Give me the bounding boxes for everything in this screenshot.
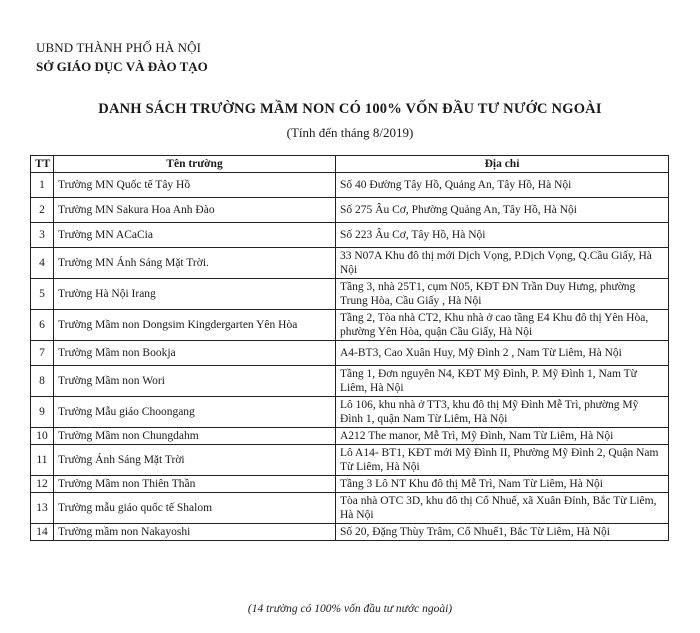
table-row [31,173,669,198]
table-row [31,366,669,397]
row-number: 12 [31,476,54,493]
school-name: Trường mầm non Nakayoshi [54,524,336,541]
school-address: A4-BT3, Cao Xuân Huy, Mỹ Đình 2 , Nam Từ Liêm, Hà Nội [336,341,669,366]
school-name: Trường Mầm non Wori [54,366,336,397]
school-address: 33 N07A Khu đô thị mới Dịch Vọng, P.Dịch Vọng, Q.Cầu Giấy, Hà Nội [336,248,669,279]
row-number: 6 [31,310,54,341]
school-name: Trường Mầm non Thiên Thần [54,476,336,493]
school-address: Số 223 Âu Cơ, Tây Hồ, Hà Nội [336,223,669,248]
column-header-tt: TT [31,156,54,173]
row-number: 1 [31,173,54,198]
row-number: 13 [31,493,54,524]
row-number: 11 [31,445,54,476]
school-address: A212 The manor, Mễ Trì, Mỹ Đình, Nam Từ Liêm, Hà Nội [336,428,669,445]
school-name: Trường MN Sakura Hoa Anh Đào [54,198,336,223]
school-address: Tầng 2, Tòa nhà CT2, Khu nhà ở cao tầng E4 Khu đô thị Yên Hòa, phường Yên Hòa, quận Cầu Giấy, Hà Nội [336,310,669,341]
school-address: Số 275 Âu Cơ, Phường Quảng An, Tây Hồ, Hà Nội [336,198,669,223]
school-name: Trường MN Ánh Sáng Mặt Trời. [54,248,336,279]
school-address: Số 40 Đường Tây Hồ, Quảng An, Tây Hồ, Hà Nội [336,173,669,198]
school-address: Số 20, Đặng Thùy Trâm, Cổ Nhuế1, Bắc Từ Liêm, Hà Nội [336,524,669,541]
table-row [31,397,669,428]
column-header-address: Địa chỉ [336,156,669,173]
row-number: 14 [31,524,54,541]
row-number: 7 [31,341,54,366]
school-name: Trường Mầm non Bookja [54,341,336,366]
row-number: 10 [31,428,54,445]
table-row [31,248,669,279]
school-address: Tầng 3, nhà 25T1, cụm N05, KĐT ĐN Trần Duy Hưng, phường Trung Hòa, Cầu Giấy , Hà Nội [336,279,669,310]
row-number: 9 [31,397,54,428]
school-name: Trường mẫu giáo quốc tế Shalom [54,493,336,524]
row-number: 8 [31,366,54,397]
table-row [31,310,669,341]
row-number: 3 [31,223,54,248]
row-number: 4 [31,248,54,279]
school-table [30,155,669,541]
column-header-name: Tên trường [54,156,336,173]
row-number: 2 [31,198,54,223]
school-name: Trường Mầm non Dongsim Kingdergarten Yên Hòa [54,310,336,341]
document-subtitle: (Tính đến tháng 8/2019) [286,125,414,140]
document-title: DANH SÁCH TRƯỜNG MẦM NON CÓ 100% VỐN ĐẦU TƯ NƯỚC NGOÀI [98,101,602,117]
table-row [31,428,669,445]
organization-line-1: UBND THÀNH PHỐ HÀ NỘI [36,40,202,55]
school-name: Trường Mẫu giáo Choongang [54,397,336,428]
table-row [31,223,669,248]
table-row [31,445,669,476]
school-address: Tầng 1, Đơn nguyên N4, KĐT Mỹ Đình, P. Mỹ Đình 1, Nam Từ Liêm, Hà Nội [336,366,669,397]
school-name: Trường MN Quốc tế Tây Hồ [54,173,336,198]
school-name: Trường MN ACaCia [54,223,336,248]
school-address: Lô A14- BT1, KĐT mới Mỹ Đình II, Phường Mỹ Đình 2, Quận Nam Từ Liêm, Hà Nội [336,445,669,476]
school-name: Trường Ánh Sáng Mặt Trời [54,445,336,476]
table-row [31,341,669,366]
table-row [31,476,669,493]
table-row [31,524,669,541]
school-address: Tầng 3 Lô NT Khu đô thị Mễ Trì, Nam Từ Liêm, Hà Nội [336,476,669,493]
row-number: 5 [31,279,54,310]
table-header-row [31,156,669,173]
school-name: Trường Mầm non Chungdahm [54,428,336,445]
school-address: Tòa nhà OTC 3D, khu đô thị Cổ Nhuế, xã Xuân Đỉnh, Bắc Từ Liêm, Hà Nội [336,493,669,524]
table-footnote: (14 trường có 100% vốn đầu tư nước ngoài) [247,603,453,615]
school-name: Trường Hà Nội Irang [54,279,336,310]
school-address: Lô 106, khu nhà ở TT3, khu đô thị Mỹ Đình Mễ Trì, phường Mỹ Đình 1, quận Nam Từ Liêm, Hà Nội [336,397,669,428]
organization-line-2: SỞ GIÁO DỤC VÀ ĐÀO TẠO [36,59,208,74]
table-row [31,493,669,524]
table-row [31,279,669,310]
table-row [31,198,669,223]
